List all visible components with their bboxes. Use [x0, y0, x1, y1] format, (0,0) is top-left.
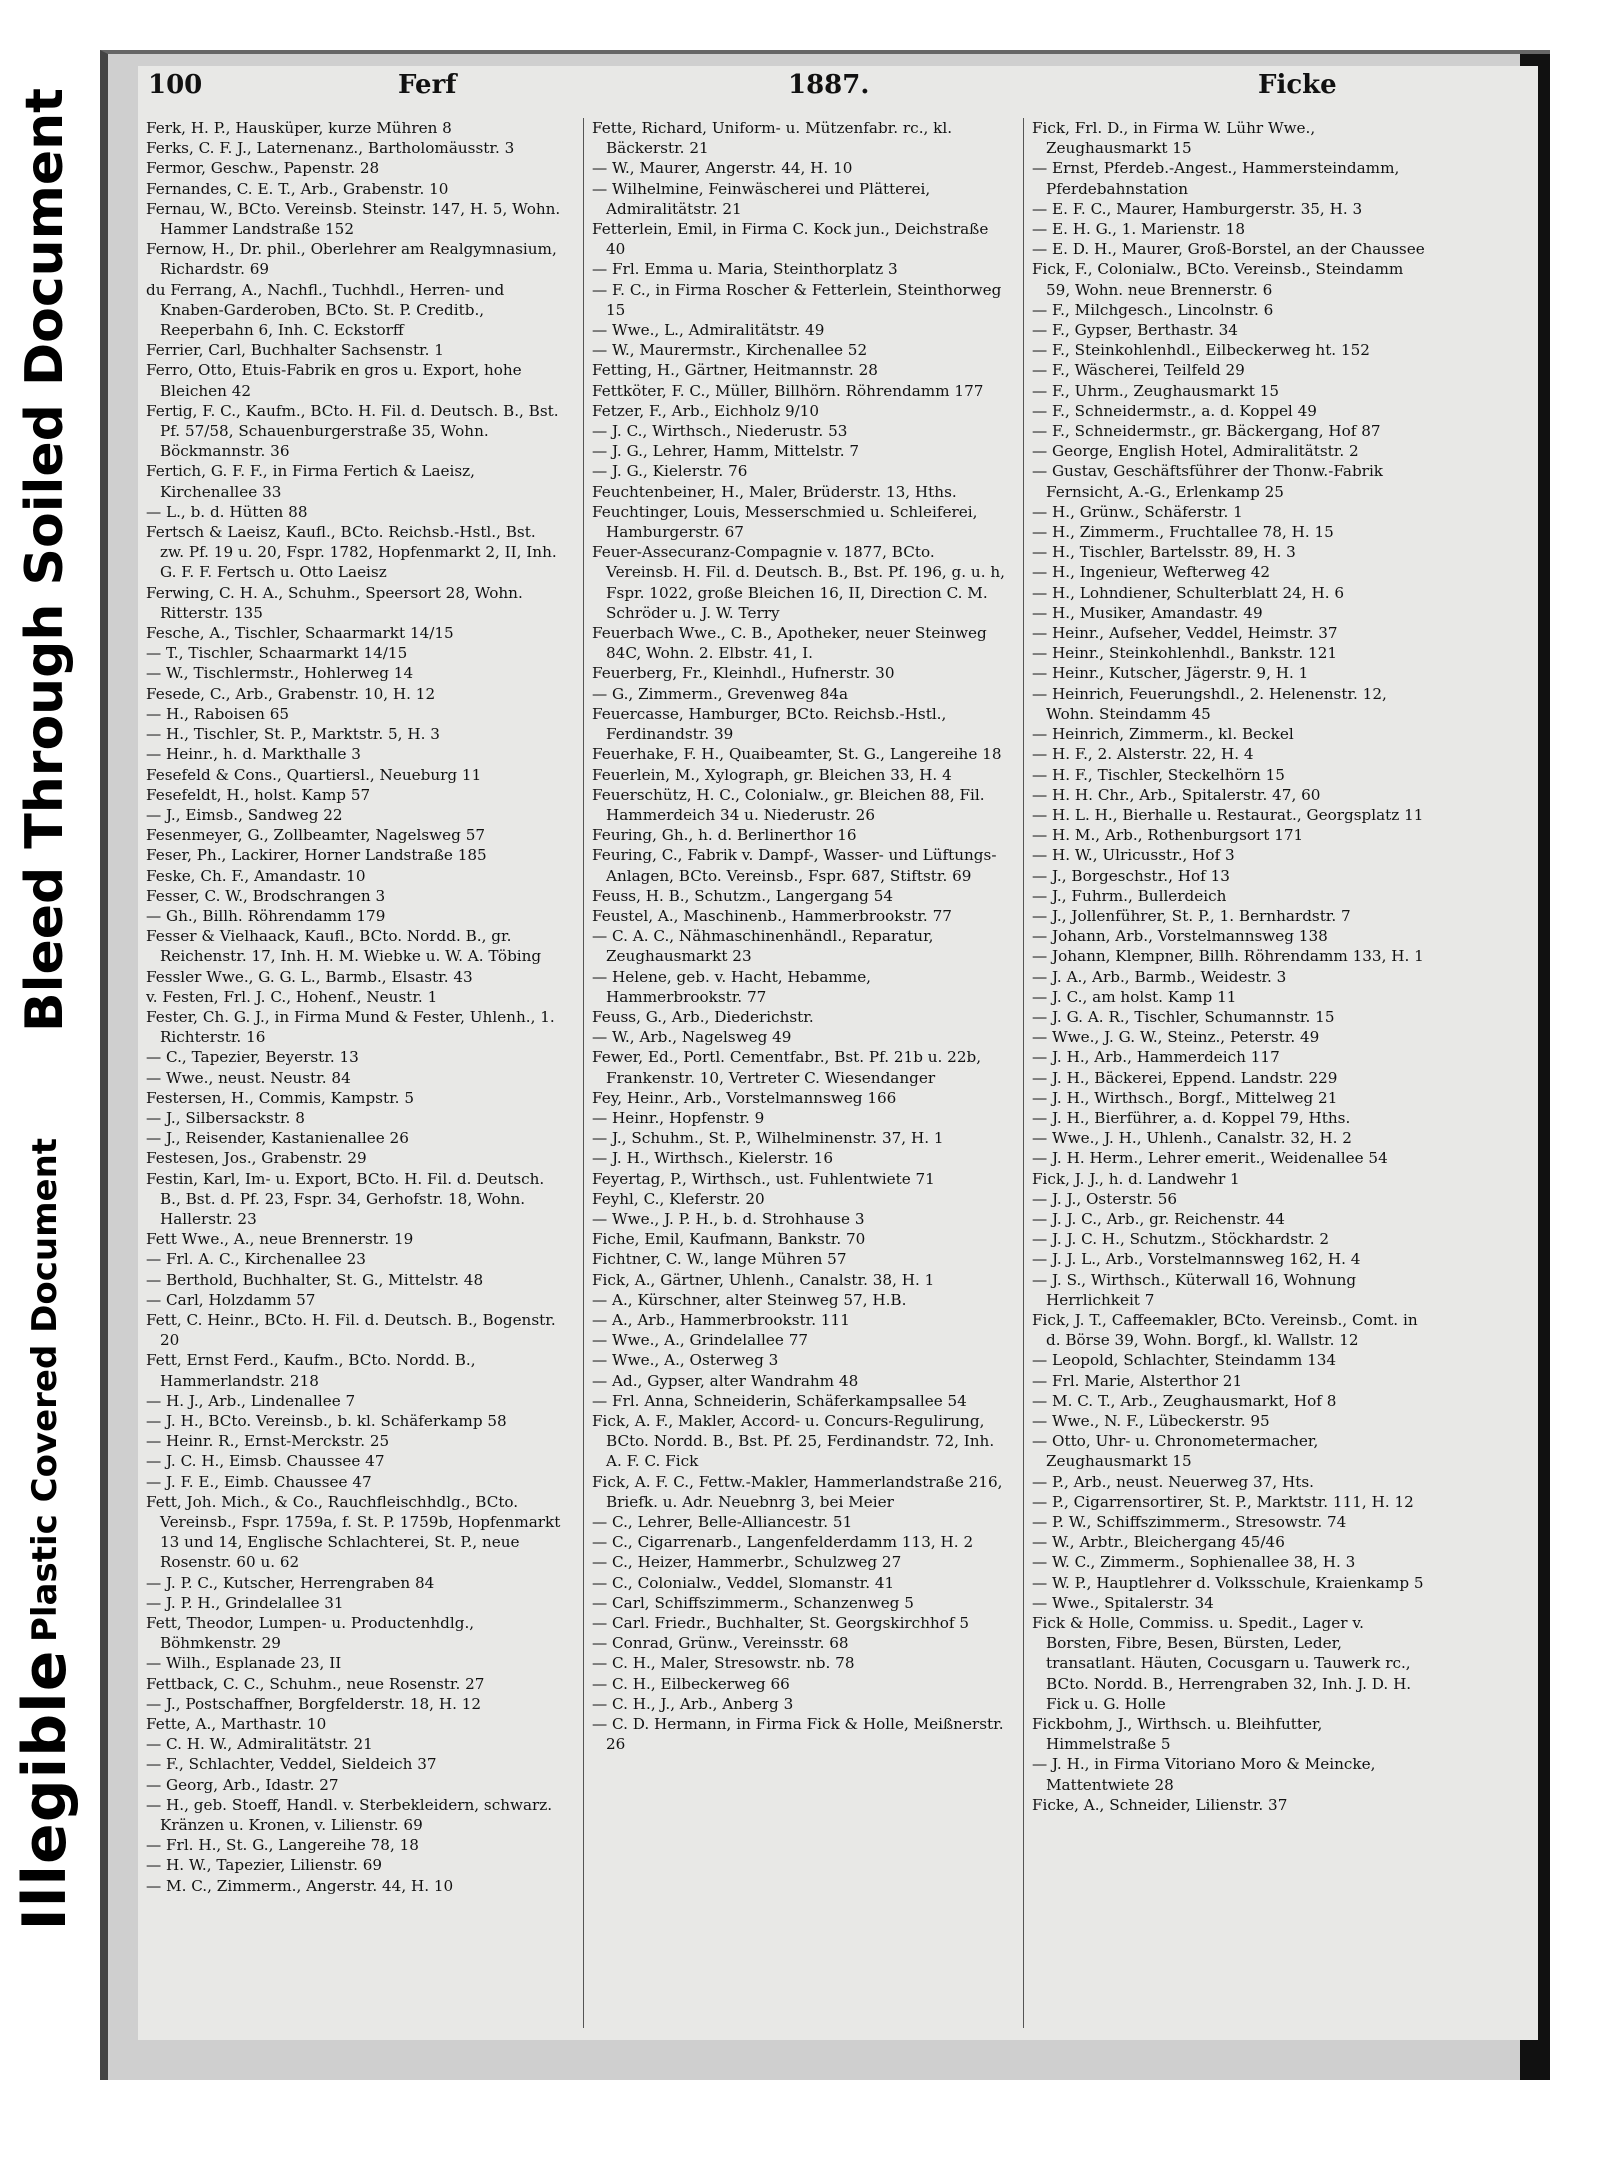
- directory-entry: — J. H., BCto. Vereinsb., b. kl. Schäferkamp 58: [146, 1412, 507, 1430]
- directory-entry: Fesser & Vielhaack, Kaufl., BCto. Nordd. B., gr. Reichenstr. 17, Inh. H. M. Wiebke u. W. A. Töbing: [146, 927, 542, 966]
- directory-entry: Feuer-Assecuranz-Compagnie v. 1877, BCto. Vereinsb. H. Fil. d. Deutsch. B., Bst. Pf. 196, g. u. h, Fspr. 1022, große Bleichen 16, II, Direction C. M. Schröder u. J. W. Terry: [592, 543, 1005, 622]
- directory-entry: Fesefeldt, H., holst. Kamp 57: [146, 785, 371, 804]
- directory-entry: — J. J., Osterstr. 56: [1032, 1189, 1178, 1208]
- directory-entry: — E. H. G., 1. Marienstr. 18: [1032, 220, 1246, 239]
- directory-entry: — J. J. L., Arb., Vorstelmannsweg 162, H. 4: [1032, 1250, 1361, 1269]
- header-year: 1887.: [788, 70, 870, 100]
- directory-entry: Ferk, H. P., Hausküper, kurze Mühren 8: [146, 119, 452, 137]
- directory-entry: — C. H. W., Admiralitätstr. 21: [146, 1735, 373, 1754]
- directory-entry: — F., Schneidermstr., a. d. Koppel 49: [1032, 401, 1317, 420]
- directory-entry: Feuchtinger, Louis, Messerschmied u. Schleiferei, Hamburgerstr. 67: [592, 502, 978, 542]
- directory-entry: Feuercasse, Hamburger, BCto. Reichsb.-Hstl., Ferdinandstr. 39: [592, 704, 947, 744]
- header-left-word: Ferf: [398, 70, 457, 100]
- directory-entry: — H., Raboisen 65: [146, 704, 290, 723]
- directory-entry: Fette, A., Marthastr. 10: [146, 1715, 327, 1734]
- archival-stamp-strip: [0, 0, 90, 2177]
- directory-entry: — Wwe., A., Grindelallee 77: [592, 1331, 809, 1350]
- directory-entry: — J. H., Bierführer, a. d. Koppel 79, Hths.: [1032, 1108, 1351, 1127]
- directory-entry: — Heinr., h. d. Markthalle 3: [146, 745, 361, 764]
- directory-entry: — J., Borgeschstr., Hof 13: [1032, 866, 1230, 885]
- directory-entry: v. Festen, Frl. J. C., Hohenf., Neustr. 1: [146, 987, 438, 1006]
- directory-entry: — J., Schuhm., St. P., Wilhelminenstr. 37, H. 1: [592, 1129, 944, 1148]
- directory-entry: — W., Maurermstr., Kirchenallee 52: [592, 341, 868, 360]
- directory-entry: — Berthold, Buchhalter, St. G., Mittelstr. 48: [146, 1270, 484, 1289]
- directory-entry: — C. D. Hermann, in Firma Fick & Holle, Meißnerstr. 26: [592, 1715, 1004, 1754]
- directory-entry: Feske, Ch. F., Amandastr. 10: [146, 866, 366, 885]
- directory-entry: — E. F. C., Maurer, Hamburgerstr. 35, H. 3: [1032, 199, 1363, 218]
- directory-entry: Feuerberg, Fr., Kleinhdl., Hufnerstr. 30: [592, 664, 895, 683]
- directory-entry: — Johann, Klempner, Billh. Röhrendamm 133, H. 1: [1032, 947, 1424, 966]
- directory-entry: — C. H., Maler, Stresowstr. nb. 78: [592, 1654, 855, 1673]
- directory-entry: — E. D. H., Maurer, Groß-Borstel, an der Chaussee: [1032, 240, 1425, 259]
- directory-entry: Fickbohm, J., Wirthsch. u. Bleihfutter, Himmelstraße 5: [1032, 1715, 1323, 1754]
- directory-entry: — W., Arb., Nagelsweg 49: [592, 1028, 792, 1047]
- directory-entry: Fesede, C., Arb., Grabenstr. 10, H. 12: [146, 684, 436, 703]
- directory-entry: — J. S., Wirthsch., Küterwall 16, Wohnung Herrlichkeit 7: [1032, 1270, 1357, 1309]
- scanned-page: [100, 50, 1550, 2080]
- directory-entry: Fernow, H., Dr. phil., Oberlehrer am Realgymnasium, Richardstr. 69: [146, 240, 557, 279]
- header-right-word: Ficke: [1258, 70, 1337, 100]
- directory-entry: — J. G., Lehrer, Hamm, Mittelstr. 7: [592, 442, 860, 461]
- directory-entry: Fick, J. J., h. d. Landwehr 1: [1032, 1169, 1240, 1188]
- directory-entry: — Wilh., Esplanade 23, II: [146, 1654, 342, 1673]
- directory-entry: — Georg, Arb., Idastr. 27: [146, 1775, 339, 1794]
- directory-entry: Feuss, G., Arb., Diederichstr.: [592, 1007, 814, 1026]
- directory-entry: Fertich, G. F. F., in Firma Fertich & Laeisz, Kirchenallee 33: [146, 462, 475, 501]
- directory-entry: Fertig, F. C., Kaufm., BCto. H. Fil. d. Deutsch. B., Bst. Pf. 57/58, Schauenburgerstraße 35, Wohn. Böckmannstr. 36: [146, 401, 559, 461]
- directory-entry: — J. F. E., Eimb. Chaussee 47: [146, 1472, 372, 1491]
- directory-entry: — C. H., Eilbeckerweg 66: [592, 1674, 790, 1693]
- directory-entry: Feuerhake, F. H., Quaibeamter, St. G., Langereihe 18: [592, 745, 1002, 764]
- directory-entry: — F., Gypser, Berthastr. 34: [1032, 321, 1238, 340]
- directory-entry: — M. C. T., Arb., Zeughausmarkt, Hof 8: [1032, 1391, 1337, 1410]
- directory-entry: — J., Fuhrm., Bullerdeich: [1032, 886, 1227, 905]
- directory-entry: Fester, Ch. G. J., in Firma Mund & Fester, Uhlenh., 1. Richterstr. 16: [146, 1007, 555, 1047]
- directory-entry: — J., Jollenführer, St. P., 1. Bernhardstr. 7: [1032, 906, 1351, 925]
- directory-entry: — H. F., 2. Alsterstr. 22, H. 4: [1032, 745, 1254, 764]
- directory-entry: — H., Tischler, Bartelsstr. 89, H. 3: [1032, 543, 1296, 562]
- directory-entry: — Frl. Anna, Schneiderin, Schäferkampsallee 54: [592, 1391, 967, 1410]
- directory-entry: — Otto, Uhr- u. Chronometermacher, Zeughausmarkt 15: [1032, 1432, 1319, 1471]
- directory-entry: Fick, Frl. D., in Firma W. Lühr Wwe., Zeughausmarkt 15: [1032, 119, 1316, 158]
- directory-entry: Feuring, C., Fabrik v. Dampf-, Wasser- und Lüftungs-Anlagen, BCto. Vereinsb., Fspr. 687, Stiftstr. 69: [592, 846, 997, 885]
- directory-entry: Feustel, A., Maschinenb., Hammerbrookstr. 77: [592, 906, 952, 925]
- directory-entry: Fett, Ernst Ferd., Kaufm., BCto. Nordd. B., Hammerlandstr. 218: [146, 1351, 476, 1390]
- directory-entry: Fernau, W., BCto. Vereinsb. Steinstr. 147, H. 5, Wohn. Hammer Landstraße 152: [146, 199, 561, 239]
- directory-entry: — Frl. Marie, Alsterthor 21: [1032, 1371, 1243, 1390]
- directory-entry: — Ernst, Pferdeb.-Angest., Hammersteindamm, Pferdebahnstation: [1032, 159, 1400, 198]
- directory-entry: Feyhl, C., Kleferstr. 20: [592, 1189, 765, 1208]
- directory-entry: — J. P. C., Kutscher, Herrengraben 84: [146, 1573, 435, 1592]
- directory-entry: Fett, Joh. Mich., & Co., Rauchfleischhdlg., BCto. Vereinsb., Fspr. 1759a, f. St. P. 1759b, Hopfenmarkt 13 und 14, Englische Schlachterei, St. P., neue Rosenstr. 60 u. 62: [146, 1492, 561, 1572]
- directory-entry: Ferks, C. F. J., Laternenanz., Bartholomäusstr. 3: [146, 139, 515, 158]
- directory-entry: Fichtner, C. W., lange Mühren 57: [592, 1250, 847, 1269]
- directory-entry: — F. C., in Firma Roscher & Fetterlein, Steinthorweg 15: [592, 280, 1002, 319]
- directory-entry: — F., Milchgesch., Lincolnstr. 6: [1032, 300, 1274, 319]
- directory-entry: Feuss, H. B., Schutzm., Langergang 54: [592, 886, 894, 905]
- directory-entry: — J. H., Bäckerei, Eppend. Landstr. 229: [1032, 1068, 1338, 1087]
- directory-entry: — H., Ingenieur, Wefterweg 42: [1032, 563, 1271, 582]
- directory-entry: — F., Schlachter, Veddel, Sieldeich 37: [146, 1755, 437, 1774]
- directory-entry: — J. H., Arb., Hammerdeich 117: [1032, 1048, 1280, 1067]
- directory-entry: — Helene, geb. v. Hacht, Hebamme, Hammerbrookstr. 77: [592, 967, 872, 1006]
- directory-entry: — Wwe., J. G. W., Steinz., Peterstr. 49: [1032, 1028, 1320, 1047]
- directory-entry: — Wwe., Spitalerstr. 34: [1032, 1593, 1214, 1612]
- directory-entry: — C., Tapezier, Beyerstr. 13: [146, 1048, 359, 1067]
- directory-entry: — C., Cigarrenarb., Langenfelderdamm 113, H. 2: [592, 1533, 974, 1552]
- directory-entry: Fetting, H., Gärtner, Heitmannstr. 28: [592, 361, 878, 380]
- directory-entry: Fesche, A., Tischler, Schaarmarkt 14/15: [146, 624, 454, 643]
- directory-entry: — Gh., Billh. Röhrendamm 179: [146, 906, 386, 925]
- directory-entry: Feuerlein, M., Xylograph, gr. Bleichen 33, H. 4: [592, 765, 952, 784]
- page-header: [148, 70, 1498, 110]
- directory-entry: Ferrier, Carl, Buchhalter Sachsenstr. 1: [146, 341, 444, 360]
- directory-entry: — H., geb. Stoeff, Handl. v. Sterbekleidern, schwarz. Kränzen u. Kronen, v. Lilienstr. 69: [146, 1795, 553, 1835]
- directory-entry: Fick & Holle, Commiss. u. Spedit., Lager v. Borsten, Fibre, Besen, Bürsten, Leder, transatlant. Häuten, Cocusgarn u. Tauwerk rc., BCto. Nordd. B., Herrengraben 32, Inh. J. D. H. Fick u. G. Holle: [1032, 1614, 1412, 1713]
- directory-entry: — Wwe., A., Osterweg 3: [592, 1351, 779, 1370]
- directory-entry: — J. C. H., Eimsb. Chaussee 47: [146, 1452, 385, 1471]
- directory-entry: — J. H., in Firma Vitoriano Moro & Meincke, Mattentwiete 28: [1032, 1755, 1376, 1794]
- directory-entry: — Carl. Friedr., Buchhalter, St. Georgskirchhof 5: [592, 1614, 970, 1633]
- directory-entry: — Heinr. R., Ernst-Merckstr. 25: [146, 1432, 390, 1451]
- directory-entry: — F., Schneidermstr., gr. Bäckergang, Hof 87: [1032, 422, 1381, 441]
- directory-entry: du Ferrang, A., Nachfl., Tuchhdl., Herren- und Knaben-Garderoben, BCto. St. P. Creditb., Reeperbahn 6, Inh. C. Eckstorff: [146, 280, 505, 340]
- directory-entry: Feser, Ph., Lackirer, Horner Landstraße 185: [146, 846, 487, 865]
- directory-entry: — W., Maurer, Angerstr. 44, H. 10: [592, 159, 853, 178]
- directory-entry: — Carl, Holzdamm 57: [146, 1290, 316, 1309]
- directory-entry: Fesser, C. W., Brodschrangen 3: [146, 886, 386, 905]
- directory-entry: — H., Tischler, St. P., Marktstr. 5, H. 3: [146, 725, 440, 744]
- directory-column-3: [1023, 118, 1432, 2028]
- directory-entry: — Heinr., Aufseher, Veddel, Heimstr. 37: [1032, 624, 1338, 643]
- directory-entry: — C., Colonialw., Veddel, Slomanstr. 41: [592, 1573, 895, 1592]
- directory-entry: — Wwe., J. H., Uhlenh., Canalstr. 32, H. 2: [1032, 1129, 1352, 1148]
- directory-entry: — J., Eimsb., Sandweg 22: [146, 805, 343, 824]
- directory-entry: — Gustav, Geschäftsführer der Thonw.-Fabrik Fernsicht, A.-G., Erlenkamp 25: [1032, 462, 1383, 501]
- directory-entry: — Frl. Emma u. Maria, Steinthorplatz 3: [592, 260, 898, 279]
- directory-entry: Festin, Karl, Im- u. Export, BCto. H. Fil. d. Deutsch. B., Bst. d. Pf. 23, Fspr. 34, Gerhofstr. 18, Wohn. Hallerstr. 23: [146, 1169, 545, 1228]
- directory-column-2: [583, 118, 1007, 2028]
- directory-entry: — Wilhelmine, Feinwäscherei und Plätterei, Admiralitätstr. 21: [592, 179, 931, 218]
- directory-entry: Feuerbach Wwe., C. B., Apotheker, neuer Steinweg 84C, Wohn. 2. Elbstr. 41, I.: [592, 624, 987, 663]
- directory-entry: Fick, J. T., Caffeemakler, BCto. Vereinsb., Comt. in d. Börse 39, Wohn. Borgf., kl. Wallstr. 12: [1032, 1310, 1418, 1350]
- directory-entry: — C., Lehrer, Belle-Alliancestr. 51: [592, 1513, 853, 1532]
- directory-entry: — J. J. C., Arb., gr. Reichenstr. 44: [1032, 1209, 1285, 1228]
- directory-entry: Ferro, Otto, Etuis-Fabrik en gros u. Export, hohe Bleichen 42: [146, 361, 522, 400]
- directory-entry: Fett, Theodor, Lumpen- u. Productenhdlg., Böhmkenstr. 29: [146, 1614, 475, 1653]
- directory-entry: Ferwing, C. H. A., Schuhm., Speersort 28, Wohn. Ritterstr. 135: [146, 583, 523, 622]
- directory-entry: Fick, A. F. C., Fettw.-Makler, Hammerlandstraße 216, Briefk. u. Adr. Neuebnrg 3, bei Meier: [592, 1472, 1003, 1511]
- directory-entry: — J., Reisender, Kastanienallee 26: [146, 1129, 409, 1148]
- directory-entry: — J., Postschaffner, Borgfelderstr. 18, H. 12: [146, 1694, 482, 1713]
- directory-entry: Fewer, Ed., Portl. Cementfabr., Bst. Pf. 21b u. 22b, Frankenstr. 10, Vertreter C. Wiesendanger: [592, 1048, 982, 1087]
- directory-entry: — P. W., Schiffszimmerm., Stresowstr. 74: [1032, 1513, 1347, 1532]
- directory-entry: — Heinr., Hopfenstr. 9: [592, 1108, 765, 1127]
- directory-entry: Ficke, A., Schneider, Lilienstr. 37: [1032, 1795, 1288, 1814]
- directory-entry: — Frl. A. C., Kirchenallee 23: [146, 1250, 366, 1269]
- directory-entry: — H. M., Arb., Rothenburgsort 171: [1032, 826, 1304, 845]
- directory-entry: — J. H. Herm., Lehrer emerit., Weidenallee 54: [1032, 1149, 1388, 1168]
- directory-entry: — Wwe., neust. Neustr. 84: [146, 1068, 351, 1087]
- directory-entry: — Wwe., J. P. H., b. d. Strohhause 3: [592, 1209, 865, 1228]
- directory-entry: — H. J., Arb., Lindenallee 7: [146, 1391, 356, 1410]
- plastic-covered-stamp: Plastic Covered Document: [25, 1137, 65, 1643]
- directory-entry: Fettback, C. C., Schuhm., neue Rosenstr. 27: [146, 1674, 485, 1693]
- directory-entry: Fick, A. F., Makler, Accord- u. Concurs-Regulirung, BCto. Nordd. B., Bst. Pf. 25, Ferdinandstr. 72, Inh. A. F. C. Fick: [592, 1412, 995, 1471]
- directory-entry: Feyertag, P., Wirthsch., ust. Fuhlentwiete 71: [592, 1169, 935, 1188]
- directory-entry: — J. C., Wirthsch., Niederustr. 53: [592, 422, 848, 441]
- directory-entry: — Heinr., Steinkohlenhdl., Bankstr. 121: [1032, 644, 1338, 663]
- directory-entry: — G., Zimmerm., Grevenweg 84a: [592, 684, 849, 703]
- directory-entry: Fick, A., Gärtner, Uhlenh., Canalstr. 38, H. 1: [592, 1270, 935, 1289]
- directory-entry: — C. A. C., Nähmaschinenhändl., Reparatur, Zeughausmarkt 23: [592, 927, 934, 966]
- directory-entry: — Heinr., Kutscher, Jägerstr. 9, H. 1: [1032, 664, 1309, 683]
- directory-entry: — George, English Hotel, Admiralitätstr. 2: [1032, 442, 1359, 461]
- directory-entry: Feuchtenbeiner, H., Maler, Brüderstr. 13, Hths.: [592, 482, 957, 501]
- directory-entry: Fesenmeyer, G., Zollbeamter, Nagelsweg 57: [146, 826, 486, 845]
- directory-entry: — J. G. A. R., Tischler, Schumannstr. 15: [1032, 1007, 1335, 1026]
- directory-entry: — A., Kürschner, alter Steinweg 57, H.B.: [592, 1290, 907, 1309]
- directory-entry: — J. P. H., Grindelallee 31: [146, 1593, 344, 1612]
- directory-entry: Feuring, Gh., h. d. Berlinerthor 16: [592, 826, 857, 845]
- directory-entry: Fetzer, F., Arb., Eichholz 9/10: [592, 401, 820, 420]
- directory-entry: Fettköter, F. C., Müller, Billhörn. Röhrendamm 177: [592, 381, 984, 400]
- directory-entry: — J. H., Wirthsch., Borgf., Mittelweg 21: [1032, 1088, 1338, 1107]
- directory-entry: — Johann, Arb., Vorstelmannsweg 138: [1032, 927, 1328, 946]
- directory-entry: — W. C., Zimmerm., Sophienallee 38, H. 3: [1032, 1553, 1356, 1572]
- directory-entry: — J. J. C. H., Schutzm., Stöckhardstr. 2: [1032, 1230, 1330, 1249]
- directory-entry: — Frl. H., St. G., Langereihe 78, 18: [146, 1836, 419, 1855]
- page-content: [138, 66, 1538, 2040]
- directory-entry: — F., Uhrm., Zeughausmarkt 15: [1032, 381, 1280, 400]
- directory-entry: — M. C., Zimmerm., Angerstr. 44, H. 10: [146, 1876, 454, 1895]
- directory-entry: — H., Lohndiener, Schulterblatt 24, H. 6: [1032, 583, 1345, 602]
- directory-entry: — F., Steinkohlenhdl., Eilbeckerweg ht. 152: [1032, 341, 1370, 360]
- directory-entry: — J. G., Kielerstr. 76: [592, 462, 748, 481]
- directory-entry: — J. C., am holst. Kamp 11: [1032, 987, 1237, 1006]
- bleed-through-stamp: Bleed Through Soiled Document: [15, 87, 75, 1033]
- directory-column-1: [146, 118, 561, 2028]
- directory-entry: — Heinrich, Zimmerm., kl. Beckel: [1032, 725, 1294, 744]
- directory-entry: — C., Heizer, Hammerbr., Schulzweg 27: [592, 1553, 902, 1572]
- directory-entry: Festesen, Jos., Grabenstr. 29: [146, 1149, 367, 1168]
- directory-entry: Festersen, H., Commis, Kampstr. 5: [146, 1088, 414, 1107]
- directory-entry: Fey, Heinr., Arb., Vorstelmannsweg 166: [592, 1088, 897, 1107]
- directory-entry: — Ad., Gypser, alter Wandrahm 48: [592, 1371, 859, 1390]
- directory-entry: — J. H., Wirthsch., Kielerstr. 16: [592, 1149, 833, 1168]
- directory-entry: Fertsch & Laeisz, Kaufl., BCto. Reichsb.-Hstl., Bst. zw. Pf. 19 u. 20, Fspr. 1782, Hopfenmarkt 2, II, Inh. G. F. F. Fertsch u. Otto Laeisz: [146, 523, 557, 582]
- directory-entry: Fett Wwe., A., neue Brennerstr. 19: [146, 1230, 414, 1249]
- directory-entry: — H. L. H., Bierhalle u. Restaurat., Georgsplatz 11: [1032, 805, 1424, 824]
- directory-entry: Feuerschütz, H. C., Colonialw., gr. Bleichen 88, Fil. Hammerdeich 34 u. Niederustr. 26: [592, 785, 985, 824]
- directory-entry: — W., Tischlermstr., Hohlerweg 14: [146, 664, 414, 683]
- directory-entry: — J., Silbersackstr. 8: [146, 1108, 305, 1127]
- directory-entry: — A., Arb., Hammerbrookstr. 111: [592, 1310, 850, 1329]
- directory-entry: Fetterlein, Emil, in Firma C. Kock jun., Deichstraße 40: [592, 220, 989, 259]
- directory-entry: — H. W., Ulricusstr., Hof 3: [1032, 846, 1235, 865]
- directory-entry: — W., Arbtr., Bleichergang 45/46: [1032, 1533, 1285, 1552]
- directory-entry: Fette, Richard, Uniform- u. Mützenfabr. rc., kl. Bäckerstr. 21: [592, 119, 953, 158]
- directory-entry: — H. F., Tischler, Steckelhörn 15: [1032, 765, 1285, 784]
- directory-entry: — Heinrich, Feuerungshdl., 2. Helenenstr. 12, Wohn. Steindamm 45: [1032, 684, 1387, 723]
- directory-entry: — P., Cigarrensortirer, St. P., Marktstr. 111, H. 12: [1032, 1492, 1414, 1511]
- directory-entry: — C. H., J., Arb., Anberg 3: [592, 1694, 794, 1713]
- directory-entry: — Leopold, Schlachter, Steindamm 134: [1032, 1351, 1337, 1370]
- directory-entry: — F., Wäscherei, Teilfeld 29: [1032, 361, 1245, 380]
- directory-entry: — Conrad, Grünw., Vereinsstr. 68: [592, 1634, 849, 1653]
- directory-entry: Fernandes, C. E. T., Arb., Grabenstr. 10: [146, 179, 449, 198]
- directory-entry: — H. W., Tapezier, Lilienstr. 69: [146, 1856, 383, 1875]
- directory-entry: — H. H. Chr., Arb., Spitalerstr. 47, 60: [1032, 785, 1321, 804]
- illegible-stamp: Illegible: [10, 1649, 80, 1931]
- page-number: 100: [148, 70, 203, 100]
- directory-entry: Fermor, Geschw., Papenstr. 28: [146, 159, 380, 178]
- directory-entry: — H., Grünw., Schäferstr. 1: [1032, 502, 1243, 521]
- directory-entry: Fesefeld & Cons., Quartiersl., Neueburg 11: [146, 765, 482, 784]
- directory-entry: Fessler Wwe., G. G. L., Barmb., Elsastr. 43: [146, 967, 473, 986]
- directory-entry: — Wwe., L., Admiralitätstr. 49: [592, 321, 825, 340]
- directory-entry: Fiche, Emil, Kaufmann, Bankstr. 70: [592, 1230, 866, 1249]
- directory-entry: — J. A., Arb., Barmb., Weidestr. 3: [1032, 967, 1287, 986]
- directory-entry: Fett, C. Heinr., BCto. H. Fil. d. Deutsch. B., Bogenstr. 20: [146, 1310, 556, 1350]
- directory-entry: — P., Arb., neust. Neuerweg 37, Hts.: [1032, 1472, 1314, 1491]
- directory-entry: — W. P., Hauptlehrer d. Volksschule, Kraienkamp 5: [1032, 1573, 1424, 1592]
- directory-entry: — Wwe., N. F., Lübeckerstr. 95: [1032, 1412, 1270, 1430]
- directory-entry: Fick, F., Colonialw., BCto. Vereinsb., Steindamm 59, Wohn. neue Brennerstr. 6: [1032, 260, 1404, 299]
- directory-entry: — T., Tischler, Schaarmarkt 14/15: [146, 644, 408, 663]
- directory-entry: — H., Musiker, Amandastr. 49: [1032, 603, 1263, 622]
- directory-entry: — L., b. d. Hütten 88: [146, 502, 308, 521]
- directory-entry: — H., Zimmerm., Fruchtallee 78, H. 15: [1032, 523, 1334, 542]
- directory-entry: — Carl, Schiffszimmerm., Schanzenweg 5: [592, 1593, 914, 1612]
